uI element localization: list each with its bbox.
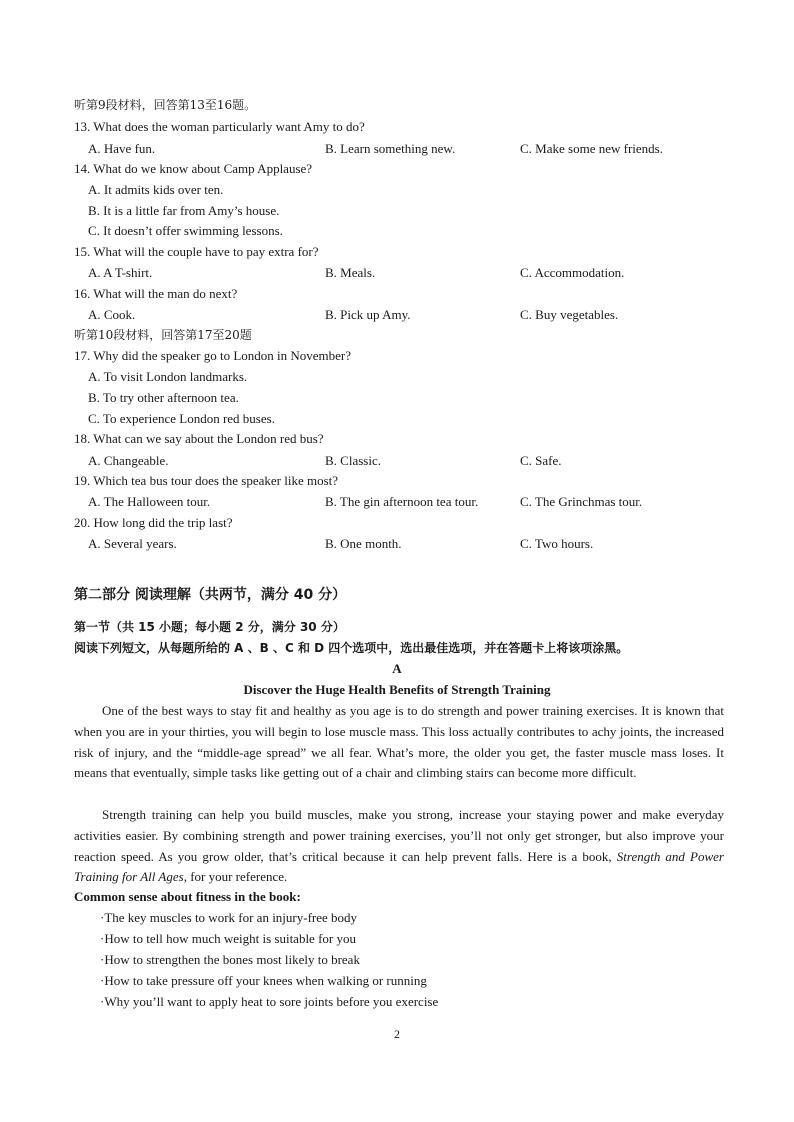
page-number: 2: [394, 1027, 400, 1041]
passage-letter: A: [392, 661, 402, 676]
paragraph-2-end: , for your reference.: [183, 869, 288, 885]
question-16-option-b: B. Pick up Amy.: [325, 307, 411, 322]
question-19-option-c: C. The Grinchmas tour.: [520, 494, 643, 509]
question-18-stem: 18. What can we say about the London red bus?: [74, 431, 324, 446]
instructions: 阅读下列短文，从每题所给的 A 、B 、C 和 D 四个选项中，选出最佳选项，并在答题卡上将该项涂黑。: [74, 641, 629, 655]
question-14-option-b: B. It is a little far from Amy’s house.: [88, 203, 280, 218]
question-15-option-b: B. Meals.: [325, 265, 376, 280]
book-title: Strength and Power Training for All Ages: [74, 848, 724, 885]
list-item: ·The key muscles to work for an injury-free body: [100, 910, 358, 925]
question-20-stem: 20. How long did the trip last?: [74, 515, 233, 530]
question-14-stem: 14. What do we know about Camp Applause?: [74, 161, 313, 176]
question-19-stem: 19. Which tea bus tour does the speaker like most?: [74, 473, 339, 488]
section1-heading: 第一节（共 15 小题；每小题 2 分，满分 30 分）: [74, 620, 345, 634]
list-item: ·How to take pressure off your knees when walking or running: [100, 973, 427, 988]
question-18-option-c: C. Safe.: [520, 453, 562, 468]
question-19-option-b: B. The gin afternoon tea tour.: [325, 494, 479, 509]
question-14-option-a: A. It admits kids over ten.: [88, 182, 224, 197]
list-item: ·How to strengthen the bones most likely to break: [100, 952, 360, 967]
question-14-option-c: C. It doesn’t offer swimming lessons.: [88, 223, 283, 238]
list-item: ·Why you’ll want to apply heat to sore joints before you exercise: [100, 994, 439, 1009]
question-13-stem: 13. What does the woman particularly want Amy to do?: [74, 119, 365, 134]
question-15-stem: 15. What will the couple have to pay extra for?: [74, 244, 319, 259]
question-16-option-c: C. Buy vegetables.: [520, 307, 619, 322]
question-16-option-a: A. Cook.: [88, 307, 136, 322]
question-17-stem: 17. Why did the speaker go to London in November?: [74, 348, 352, 363]
paragraph-2-text: Strength training can help you build muscles, make you strong, increase your staying power and make everyday activities easier. By combining strength and power training exercises, you’ll not only get stronger, but also improve your reaction speed. As you grow older, that’s critical because it can help prevent falls. Here is a book,: [74, 807, 724, 864]
question-17-option-a: A. To visit London landmarks.: [88, 369, 248, 384]
question-13-option-a: A. Have fun.: [88, 141, 156, 156]
part2-heading: 第二部分 阅读理解（共两节，满分 40 分）: [74, 587, 347, 603]
question-16-stem: 16. What will the man do next?: [74, 286, 238, 301]
question-15-option-c: C. Accommodation.: [520, 265, 625, 280]
question-18-option-b: B. Classic.: [325, 453, 381, 468]
paragraph-1: One of the best ways to stay fit and healthy as you age is to do strength and power training exercises. It is known that when you are in your thirties, you will begin to lose muscle mass. This loss actually contributes to achy joints, the increased risk of injury, and the “middle-age spread” we all fear. What’s more, the older you get, the faster muscle mass loses. It means that eventually, simple tasks like getting out of a chair and climbing stairs can become more difficult.: [74, 703, 724, 781]
question-13-option-b: B. Learn something new.: [325, 141, 456, 156]
passage-title: Discover the Huge Health Benefits of Strength Training: [243, 682, 551, 697]
question-13-option-c: C. Make some new friends.: [520, 141, 663, 156]
question-18-option-a: A. Changeable.: [88, 453, 169, 468]
list-item: ·How to tell how much weight is suitable for you: [100, 931, 356, 946]
section10-header: 听第10段材料，回答第17至20题: [74, 328, 252, 342]
question-17-option-c: C. To experience London red buses.: [88, 411, 275, 426]
question-20-option-c: C. Two hours.: [520, 536, 594, 551]
question-17-option-b: B. To try other afternoon tea.: [88, 390, 239, 405]
question-15-option-a: A. A T-shirt.: [88, 265, 153, 280]
question-20-option-a: A. Several years.: [88, 536, 177, 551]
common-sense-heading: Common sense about fitness in the book:: [74, 889, 301, 904]
question-20-option-b: B. One month.: [325, 536, 402, 551]
section9-header: 听第9段材料，回答第13至16题。: [74, 98, 257, 112]
paragraph-2: [74, 805, 724, 888]
question-19-option-a: A. The Halloween tour.: [88, 494, 211, 509]
